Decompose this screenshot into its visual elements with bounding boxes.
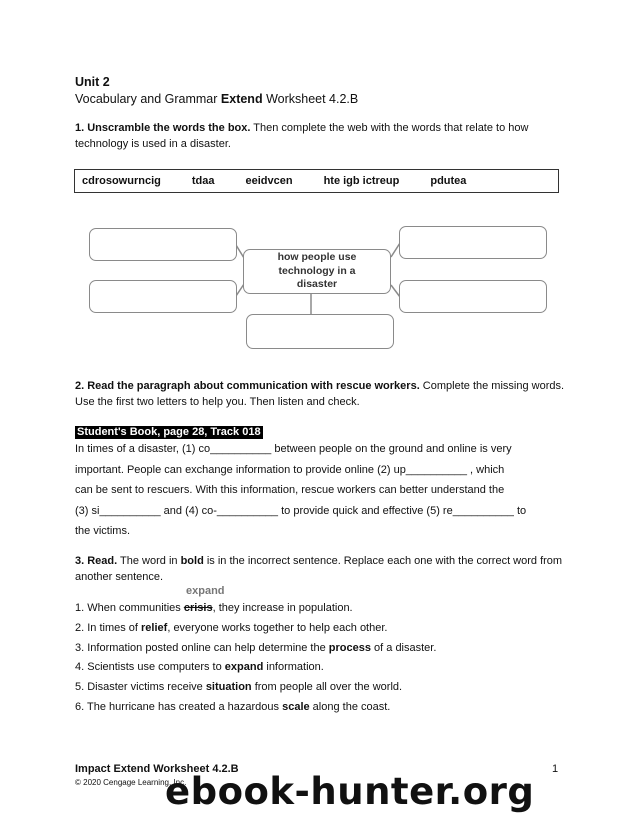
footer-title: Impact Extend Worksheet 4.2.B: [75, 763, 239, 775]
sentence-post: , they increase in population.: [212, 602, 353, 614]
page-number: 1: [552, 763, 559, 775]
scrambled-word: tdaa: [191, 175, 215, 187]
q3-bold-word: bold: [180, 555, 204, 567]
web-center-node: [243, 249, 391, 294]
sentence-bold-word: situation: [205, 681, 252, 694]
sentence-post: information.: [263, 661, 324, 674]
sentence-pre: 4. Scientists use computers to: [75, 661, 225, 674]
watermark: ebook-hunter.org: [165, 770, 535, 813]
paragraph-line: can be sent to rescuers. With this information, rescue workers can better understand the: [75, 484, 505, 496]
web-answer-box-top-right[interactable]: [399, 226, 547, 259]
scrambled-word: eeidvcen: [245, 175, 293, 187]
sentence-pre: 2. In times of: [75, 621, 142, 634]
sentence-bold-word: relief: [141, 621, 168, 634]
q3-rest-b: is in the incorrect sentence. Replace each one with the correct word from another sentence.: [75, 555, 563, 583]
q2-bold: 2. Read the paragraph about communication with rescue workers.: [75, 380, 420, 392]
sentence-post: of a disaster.: [370, 641, 437, 654]
sentence-item: [75, 599, 436, 619]
sentence-bold-word: crisis: [183, 602, 213, 614]
sentence-item: [75, 639, 436, 659]
sentence-pre: 3. Information posted online can help determine the: [75, 641, 329, 654]
sentence-bold-word: process: [328, 641, 371, 654]
sentence-bold-word: scale: [282, 700, 310, 713]
web-answer-box-bottom-right[interactable]: [399, 280, 547, 313]
cloze-paragraph: [75, 439, 565, 542]
web-answer-box-top-left[interactable]: [89, 228, 237, 261]
q3-bold: 3. Read.: [75, 555, 118, 567]
web-answer-box-bottom-left[interactable]: [89, 280, 237, 313]
q3-instructions: [75, 554, 570, 585]
sentence-pre: 6. The hurricane has created a hazardous: [75, 700, 283, 713]
paragraph-line: (3) si__________ and (4) co-__________ to provide quick and effective (5) re__________ to: [75, 504, 527, 517]
unit-heading: Unit 2: [75, 75, 110, 89]
track-banner: Student's Book, page 28, Track 018: [77, 426, 261, 438]
copyright: © 2020 Cengage Learning, Inc.: [75, 778, 187, 787]
title-post: Worksheet 4.2.B: [262, 92, 359, 106]
center-node-label: how people use technology in a disaster: [277, 251, 357, 291]
q2-rest: Complete the missing words. Use the first two letters to help you. Then listen and check.: [75, 380, 565, 408]
example-answer: expand: [186, 585, 225, 597]
scrambled-word: hte igb ictreup: [323, 175, 400, 187]
sentence-item: [75, 619, 436, 639]
scrambled-word: pdutea: [430, 175, 467, 187]
q1-bold: 1. Unscramble the words the box.: [75, 122, 251, 134]
q1-rest: Then complete the web with the words that relate to how technology is used in a disaster.: [75, 122, 529, 150]
sentence-post: , everyone works together to help each other.: [167, 621, 388, 634]
sentence-item: [75, 698, 436, 718]
sentence-pre: 1. When communities: [75, 602, 184, 614]
q2-instructions: [75, 379, 570, 410]
sentence-list: [75, 599, 436, 718]
sentence-post: along the coast.: [309, 700, 391, 713]
paragraph-line: In times of a disaster, (1) co__________ between people on the ground and online is very: [75, 443, 512, 455]
paragraph-line: important. People can exchange information to provide online (2) up__________ , which: [75, 463, 505, 476]
q3-rest-a: The word in: [117, 555, 181, 567]
scrambled-word: cdrosowurncig: [82, 175, 161, 187]
sentence-item: [75, 658, 436, 678]
title-bold: Extend: [220, 92, 263, 106]
web-answer-box-bottom-center[interactable]: [246, 314, 394, 349]
sentence-post: from people all over the world.: [251, 681, 403, 694]
sentence-pre: 5. Disaster victims receive: [75, 681, 206, 694]
sentence-bold-word: expand: [224, 661, 264, 674]
paragraph-line: the victims.: [75, 525, 131, 537]
sentence-item: [75, 678, 436, 698]
title-pre: Vocabulary and Grammar: [75, 92, 221, 106]
